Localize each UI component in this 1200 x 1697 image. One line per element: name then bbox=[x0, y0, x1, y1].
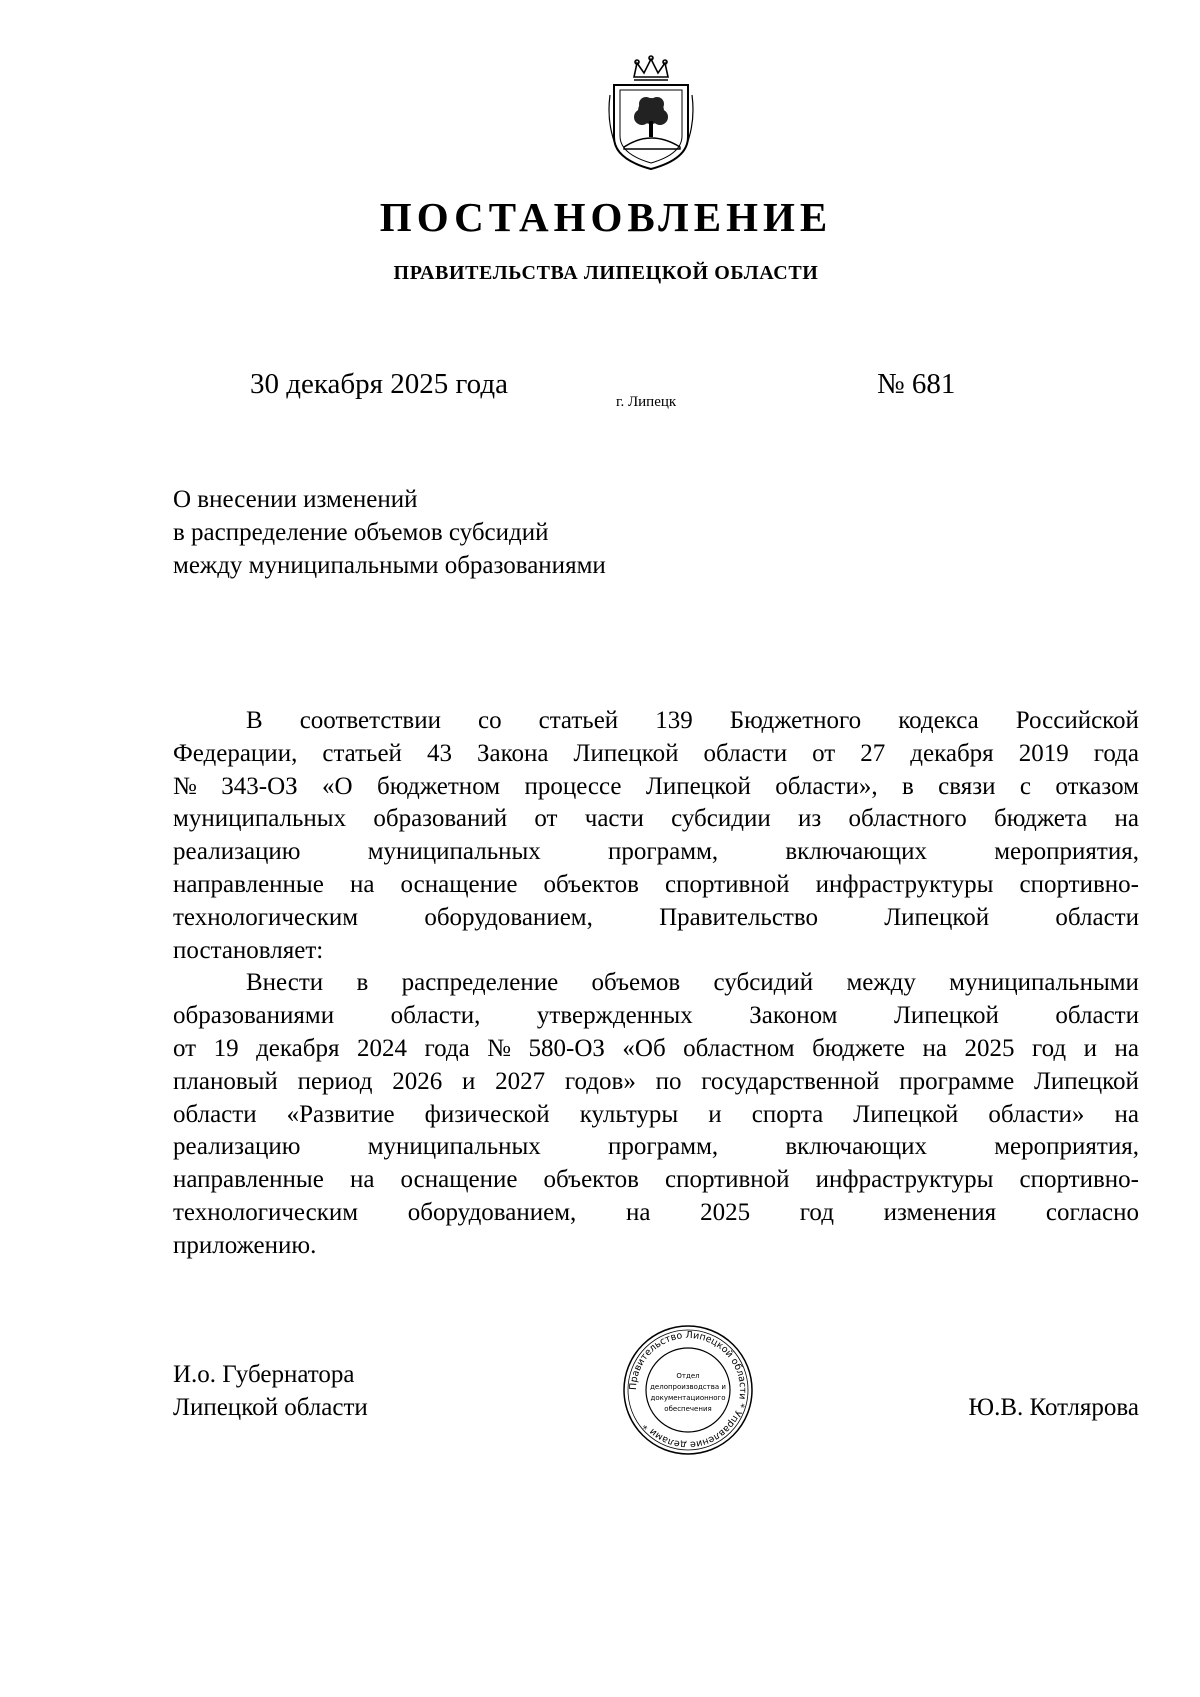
body-word: реализацию bbox=[173, 1133, 301, 1161]
body-word: мероприятия, bbox=[994, 838, 1139, 866]
body-word: мероприятия, bbox=[994, 1133, 1139, 1161]
body-word: объемов bbox=[591, 969, 681, 997]
body-word: спорта bbox=[751, 1100, 824, 1128]
body-word: 43 bbox=[426, 739, 452, 767]
body-word: 19 bbox=[213, 1034, 239, 1062]
body-word: муниципальных bbox=[173, 805, 347, 833]
body-line bbox=[173, 1066, 1139, 1099]
body-word: объектов bbox=[543, 870, 639, 898]
body-word: Липецкой bbox=[645, 772, 751, 800]
body-line bbox=[173, 771, 1139, 804]
body-word: технологическим bbox=[173, 1198, 359, 1226]
body-word: год bbox=[799, 1198, 834, 1226]
body-word: оборудованием, bbox=[407, 1198, 577, 1226]
body-word: государственной bbox=[701, 1067, 880, 1095]
body-word: от bbox=[173, 1034, 197, 1062]
body-word: технологическим bbox=[173, 903, 359, 931]
body-word: 2024 bbox=[356, 1034, 407, 1062]
document-subtitle: ПРАВИТЕЛЬСТВА ЛИПЕЦКОЙ ОБЛАСТИ bbox=[393, 262, 819, 284]
body-word: на bbox=[1114, 805, 1139, 833]
body-line: приложению. bbox=[173, 1231, 317, 1259]
body-word: «О bbox=[322, 772, 353, 800]
signatory-name: Ю.В. Котлярова bbox=[968, 1394, 1139, 1421]
body-word: включающих bbox=[785, 838, 927, 866]
body-word: № bbox=[173, 772, 197, 800]
body-word: декабря bbox=[910, 739, 994, 767]
body-line bbox=[173, 1131, 1139, 1164]
body-word: области bbox=[703, 739, 788, 767]
body-word: части bbox=[584, 805, 644, 833]
body-line bbox=[173, 1164, 1139, 1197]
body-word: области» bbox=[988, 1100, 1085, 1128]
body-word: «Об bbox=[622, 1034, 666, 1062]
signatory-title bbox=[173, 1358, 368, 1424]
body-word: муниципальных bbox=[367, 1133, 541, 1161]
body-word: процессе bbox=[524, 772, 622, 800]
body-word: от bbox=[812, 739, 836, 767]
official-seal-icon bbox=[620, 1322, 756, 1458]
body-word: утвержденных bbox=[536, 1002, 693, 1030]
body-word: 27 bbox=[860, 739, 886, 767]
body-word: распределение bbox=[401, 969, 559, 997]
body-word: спортивно- bbox=[1019, 1166, 1139, 1194]
body-word: на bbox=[1114, 1034, 1139, 1062]
body-word: статьей bbox=[322, 739, 402, 767]
svg-text:обеспечения: обеспечения bbox=[664, 1405, 712, 1413]
body-word: связи bbox=[938, 772, 996, 800]
body-line bbox=[173, 967, 1139, 1000]
body-word: со bbox=[477, 707, 502, 734]
svg-text:Отдел: Отдел bbox=[676, 1372, 700, 1380]
body-word: программ, bbox=[608, 838, 719, 866]
body-word: оборудованием, bbox=[424, 903, 593, 931]
body-word: Липецкой bbox=[853, 1100, 959, 1128]
body-word: бюджете bbox=[812, 1034, 905, 1062]
body-word: 139 bbox=[655, 707, 693, 734]
body-word: согласно bbox=[1045, 1198, 1139, 1226]
body-line bbox=[173, 1099, 1139, 1132]
body-word: в bbox=[901, 772, 914, 800]
body-word: и bbox=[461, 1067, 476, 1095]
body-word: между bbox=[846, 969, 916, 997]
body-word: образованиями bbox=[173, 1002, 335, 1030]
svg-text:делопроизводства и: делопроизводства и bbox=[650, 1383, 726, 1391]
body-word: Липецкой bbox=[573, 739, 679, 767]
subject-line: О внесении изменений bbox=[173, 486, 418, 513]
body-word: из bbox=[797, 805, 822, 833]
body-word: на bbox=[349, 1166, 375, 1194]
body-word: 2027 bbox=[495, 1067, 546, 1095]
body-word: года bbox=[1093, 739, 1139, 767]
body-word: изменения bbox=[883, 1198, 997, 1226]
body-word: муниципальными bbox=[949, 969, 1139, 997]
body-word: объектов bbox=[543, 1166, 639, 1194]
body-word: 2019 bbox=[1018, 739, 1069, 767]
body-word: год bbox=[1031, 1034, 1067, 1062]
body-line bbox=[173, 705, 1139, 738]
body-line bbox=[173, 1033, 1139, 1066]
body-word: кодекса bbox=[898, 707, 979, 734]
subject-line: между муниципальными образованиями bbox=[173, 552, 606, 579]
signatory-title-line: Липецкой области bbox=[173, 1394, 368, 1421]
svg-text:документационного: документационного bbox=[650, 1394, 726, 1402]
body-word: направленные bbox=[173, 1166, 324, 1194]
body-word: 2025 bbox=[700, 1198, 751, 1226]
body-word: Липецкой bbox=[1033, 1067, 1139, 1095]
body-line bbox=[173, 803, 1139, 836]
body-word: области», bbox=[775, 772, 878, 800]
body-word: в bbox=[356, 969, 369, 997]
body-word: бюджетном bbox=[377, 772, 501, 800]
coat-of-arms-icon bbox=[604, 55, 698, 175]
body-word: на bbox=[625, 1198, 651, 1226]
body-word: и bbox=[1083, 1034, 1097, 1062]
body-word: 2025 bbox=[964, 1034, 1015, 1062]
body-word: области bbox=[1055, 903, 1139, 931]
body-word: муниципальных bbox=[367, 838, 541, 866]
body-word: Законом bbox=[749, 1002, 838, 1030]
body-word: программ, bbox=[608, 1133, 719, 1161]
body-word: Бюджетного bbox=[729, 707, 862, 734]
body-line bbox=[173, 902, 1139, 935]
svg-text:Правительство Липецкой области: Правительство Липецкой области * Управление делами * bbox=[627, 1329, 749, 1451]
body-word: период bbox=[297, 1067, 373, 1095]
body-word: отказом bbox=[1055, 772, 1139, 800]
body-word: спортивной bbox=[665, 1166, 790, 1194]
body-word: областного bbox=[848, 805, 967, 833]
body-word: спортивной bbox=[665, 870, 790, 898]
body-word: субсидии bbox=[671, 805, 771, 833]
body-word: на bbox=[1114, 1100, 1139, 1128]
body-word: года bbox=[424, 1034, 470, 1062]
body-word: оснащение bbox=[400, 1166, 518, 1194]
body-line: постановляет: bbox=[173, 936, 324, 964]
body-word: Закона bbox=[477, 739, 549, 767]
body-line bbox=[173, 738, 1139, 771]
body-word: Правительство bbox=[659, 903, 818, 931]
body-word: 343-ОЗ bbox=[221, 772, 298, 800]
signatory-title-line: И.о. Губернатора bbox=[173, 1361, 355, 1388]
body-word: бюджета bbox=[993, 805, 1088, 833]
subject-line: в распределение объемов субсидий bbox=[173, 519, 549, 546]
body-word: образований bbox=[373, 805, 508, 833]
body-line bbox=[173, 869, 1139, 902]
body-word: области, bbox=[390, 1002, 481, 1030]
document-city: г. Липецк bbox=[616, 394, 677, 410]
body-word: областном bbox=[683, 1034, 795, 1062]
body-word: спортивно- bbox=[1019, 870, 1139, 898]
body-word: Внести bbox=[246, 969, 324, 997]
body-word: инфраструктуры bbox=[815, 870, 994, 898]
document-date: 30 декабря 2025 года bbox=[250, 368, 508, 400]
body-word: Липецкой bbox=[884, 903, 990, 931]
document-title: ПОСТАНОВЛЕНИЕ bbox=[379, 194, 833, 240]
body-word: инфраструктуры bbox=[815, 1166, 994, 1194]
body-word: плановый bbox=[173, 1067, 278, 1095]
body-line bbox=[173, 1000, 1139, 1033]
document-subject bbox=[173, 483, 606, 582]
body-word: физической bbox=[424, 1100, 550, 1128]
body-word: на bbox=[349, 870, 375, 898]
body-word: и bbox=[708, 1100, 722, 1128]
body-word: культуры bbox=[579, 1100, 679, 1128]
body-word: области bbox=[1055, 1002, 1139, 1030]
body-word: реализацию bbox=[173, 838, 301, 866]
body-word: соответствии bbox=[299, 707, 441, 734]
body-line bbox=[173, 836, 1139, 869]
body-word: включающих bbox=[785, 1133, 927, 1161]
document-body bbox=[173, 705, 1139, 1263]
body-word: программе bbox=[899, 1067, 1015, 1095]
body-word: субсидий bbox=[713, 969, 814, 997]
body-word: В bbox=[246, 707, 263, 734]
body-word: 580-ОЗ bbox=[528, 1034, 605, 1062]
document-number: № 681 bbox=[877, 368, 956, 400]
body-word: с bbox=[1019, 772, 1031, 800]
body-word: направленные bbox=[173, 870, 324, 898]
body-word: на bbox=[922, 1034, 947, 1062]
body-word: Российской bbox=[1015, 707, 1139, 734]
body-line bbox=[173, 1197, 1139, 1230]
body-word: от bbox=[534, 805, 558, 833]
body-word: статьей bbox=[538, 707, 619, 734]
body-word: по bbox=[655, 1067, 682, 1095]
body-word: № bbox=[487, 1034, 512, 1062]
body-word: декабря bbox=[256, 1034, 340, 1062]
body-word: области bbox=[173, 1100, 257, 1128]
body-word: 2026 bbox=[392, 1067, 443, 1095]
body-word: Липецкой bbox=[893, 1002, 999, 1030]
body-word: оснащение bbox=[400, 870, 518, 898]
body-word: годов» bbox=[564, 1067, 636, 1095]
body-word: «Развитие bbox=[286, 1100, 395, 1128]
body-word: Федерации, bbox=[173, 739, 298, 767]
